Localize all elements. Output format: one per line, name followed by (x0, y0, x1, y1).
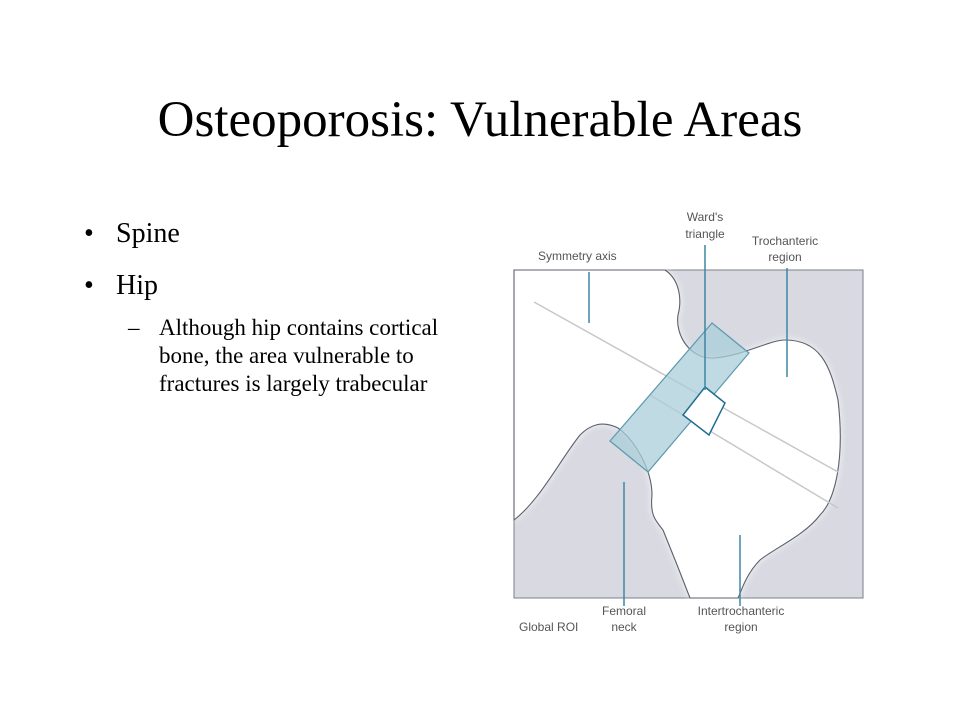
sub-bullet-marker: – (128, 315, 140, 340)
bullet-hip (84, 270, 464, 302)
label-femoral-neck-1: Femoral (601, 604, 647, 618)
bullet-marker: • (84, 218, 94, 249)
hip-roi-diagram (500, 200, 880, 650)
bullet-marker: • (84, 270, 94, 301)
label-femoral-neck-2: neck (611, 620, 637, 634)
label-wards-triangle-2: triangle (685, 227, 725, 241)
label-intertrochanteric-2: region (724, 620, 758, 634)
label-intertrochanteric-1: Intertrochanteric (697, 604, 785, 618)
label-trochanteric-2: region (768, 250, 802, 264)
label-wards-triangle-1: Ward's (686, 210, 724, 224)
label-trochanteric-1: Trochanteric (751, 234, 819, 248)
label-global-roi: Global ROI (519, 620, 579, 634)
label-symmetry-axis: Symmetry axis (538, 249, 617, 263)
bullet-text: Hip (116, 270, 158, 301)
bullet-spine (84, 218, 464, 250)
sub-bullet-hip-detail (128, 314, 464, 398)
bullet-text: Spine (116, 218, 180, 249)
slide-title: Osteoporosis: Vulnerable Areas (157, 92, 803, 148)
sub-bullet-text: Although hip contains cortical bone, the area vulnerable to fractures is largely trabecular (159, 315, 439, 396)
bullet-list (84, 218, 464, 398)
